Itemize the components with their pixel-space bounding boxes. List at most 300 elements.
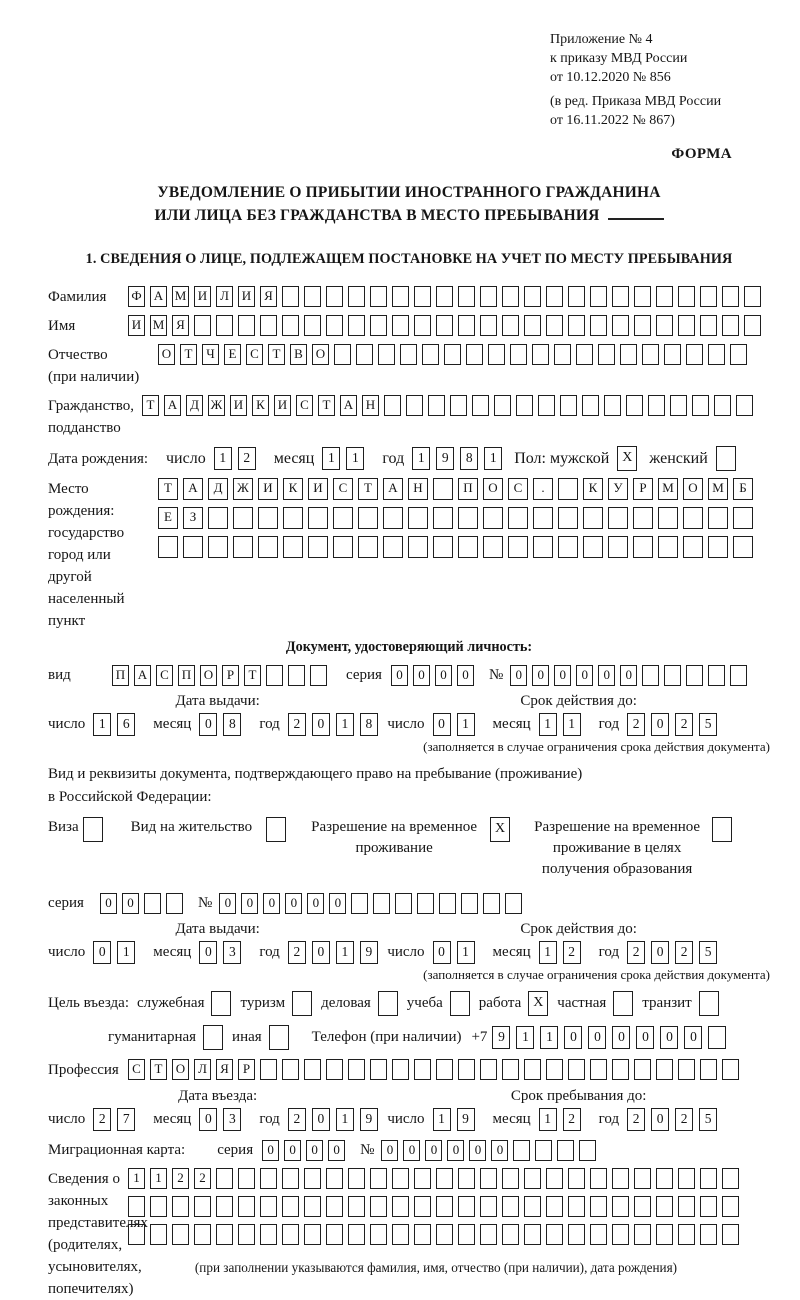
form-cell: И bbox=[308, 478, 328, 500]
form-cell: Н bbox=[362, 395, 379, 416]
form-cell: О bbox=[483, 478, 503, 500]
form-cell bbox=[266, 817, 286, 842]
form-cell bbox=[238, 1168, 255, 1189]
form-cell: 0 bbox=[199, 1108, 217, 1131]
form-cell: 0 bbox=[636, 1026, 654, 1049]
form-cell bbox=[378, 344, 395, 365]
form-cell bbox=[683, 536, 703, 558]
form-cell: 5 bbox=[699, 941, 717, 964]
form-cell bbox=[378, 991, 398, 1016]
name-row bbox=[48, 315, 770, 337]
form-cell bbox=[568, 315, 585, 336]
representatives-label-line: попечителях) bbox=[48, 1281, 134, 1297]
representatives-label-line: представителях bbox=[48, 1215, 148, 1231]
form-cell bbox=[730, 344, 747, 365]
form-cell bbox=[436, 1196, 453, 1217]
form-cell bbox=[554, 344, 571, 365]
birthplace-label-line: государство bbox=[48, 525, 125, 541]
form-cell: 0 bbox=[598, 665, 615, 686]
birth-day-cells bbox=[214, 447, 262, 470]
representatives-note: (при заполнении указываются фамилия, имя, отчество (при наличии), дата рождения) bbox=[194, 1260, 678, 1275]
stay-year-cells bbox=[627, 1108, 723, 1131]
form-cell bbox=[722, 1059, 739, 1080]
form-cell: И bbox=[230, 395, 247, 416]
form-cell bbox=[568, 1168, 585, 1189]
form-cell bbox=[708, 536, 728, 558]
form-cell: 1 bbox=[336, 941, 354, 964]
form-cell: 2 bbox=[675, 1108, 693, 1131]
form-cell: 0 bbox=[433, 941, 451, 964]
form-cell bbox=[546, 286, 563, 307]
form-cell bbox=[458, 1168, 475, 1189]
form-cell bbox=[483, 893, 500, 914]
form-cell: 0 bbox=[381, 1140, 398, 1161]
form-cell bbox=[480, 315, 497, 336]
form-cell bbox=[513, 1140, 530, 1161]
form-cell bbox=[172, 1224, 189, 1245]
purpose-option-checkbox bbox=[292, 991, 312, 1016]
form-cell bbox=[634, 1224, 651, 1245]
form-cell bbox=[656, 315, 673, 336]
form-cell: Т bbox=[268, 344, 285, 365]
month-label: месяц bbox=[153, 944, 192, 960]
form-cell bbox=[392, 1059, 409, 1080]
form-cell bbox=[583, 536, 603, 558]
form-cell bbox=[326, 286, 343, 307]
form-cell: X bbox=[490, 817, 510, 842]
residence-intro-1: Вид и реквизиты документа, подтверждающего право на пребывание (проживание) bbox=[48, 766, 583, 782]
form-cell bbox=[238, 1224, 255, 1245]
form-cell bbox=[283, 536, 303, 558]
validity-note: (заполняется в случае ограничения срока действия документа) bbox=[423, 967, 770, 982]
entry-year-cells bbox=[288, 1108, 384, 1131]
form-cell: Т bbox=[150, 1059, 167, 1080]
year-label: год bbox=[382, 449, 405, 467]
form-cell bbox=[502, 1059, 519, 1080]
form-cell bbox=[194, 1224, 211, 1245]
residence-issue-day-cells bbox=[93, 941, 141, 964]
purpose-option-humanitarian bbox=[108, 1025, 223, 1050]
form-cell bbox=[150, 1196, 167, 1217]
form-cell bbox=[444, 344, 461, 365]
form-cell: 1 bbox=[539, 713, 557, 736]
validity-note: (заполняется в случае ограничения срока действия документа) bbox=[423, 739, 770, 754]
sex-male-checkbox bbox=[617, 446, 637, 471]
form-cell: 1 bbox=[484, 447, 502, 470]
stay-month-cells bbox=[539, 1108, 587, 1131]
form-cell bbox=[458, 507, 478, 529]
number-label: № bbox=[360, 1142, 375, 1158]
title-line-1: УВЕДОМЛЕНИЕ О ПРИБЫТИИ ИНОСТРАННОГО ГРАЖДАНИНА bbox=[157, 184, 661, 201]
purpose-option-other bbox=[232, 1025, 289, 1050]
form-cell bbox=[282, 286, 299, 307]
form-cell bbox=[282, 1224, 299, 1245]
form-cell bbox=[612, 1059, 629, 1080]
form-cell bbox=[664, 665, 681, 686]
representatives-label-line: законных bbox=[48, 1193, 109, 1209]
form-cell: 0 bbox=[491, 1140, 508, 1161]
sex-female-checkbox bbox=[716, 446, 736, 471]
form-cell: Д bbox=[208, 478, 228, 500]
purpose-option-tourism bbox=[240, 991, 312, 1016]
form-cell bbox=[194, 1196, 211, 1217]
form-cell: И bbox=[274, 395, 291, 416]
sex-male-label: Пол: мужской bbox=[514, 449, 610, 467]
purpose-option-label: транзит bbox=[642, 995, 692, 1011]
birthdate-label: Дата рождения: bbox=[48, 450, 149, 467]
form-cell bbox=[733, 507, 753, 529]
form-cell bbox=[670, 395, 687, 416]
form-cell bbox=[414, 1196, 431, 1217]
form-cell: 1 bbox=[346, 447, 364, 470]
form-cell bbox=[546, 1196, 563, 1217]
form-cell: Н bbox=[408, 478, 428, 500]
form-cell bbox=[582, 395, 599, 416]
form-cell: С bbox=[508, 478, 528, 500]
form-cell bbox=[658, 536, 678, 558]
month-label: месяц bbox=[492, 716, 531, 732]
stay-until-line bbox=[387, 1108, 770, 1131]
form-cell bbox=[656, 1196, 673, 1217]
month-label: месяц bbox=[273, 449, 315, 467]
doc-series-cells bbox=[391, 665, 479, 686]
form-cell bbox=[700, 286, 717, 307]
section1-heading: 1. СВЕДЕНИЯ О ЛИЦЕ, ПОДЛЕЖАЩЕМ ПОСТАНОВКЕ НА УЧЕТ ПО МЕСТУ ПРЕБЫВАНИЯ bbox=[85, 251, 733, 267]
form-cell bbox=[590, 315, 607, 336]
form-cell bbox=[590, 1059, 607, 1080]
form-cell bbox=[546, 315, 563, 336]
form-cell bbox=[158, 536, 178, 558]
form-cell: 9 bbox=[492, 1026, 510, 1049]
form-cell: И bbox=[128, 315, 145, 336]
form-cell: 1 bbox=[539, 1108, 557, 1131]
form-cell bbox=[620, 344, 637, 365]
section1-fields bbox=[48, 286, 770, 1300]
patronymic-cells bbox=[158, 344, 752, 365]
form-cell: М bbox=[658, 478, 678, 500]
form-cell: Т bbox=[180, 344, 197, 365]
form-cell bbox=[358, 536, 378, 558]
migration-series-cells bbox=[262, 1140, 350, 1161]
representatives-row bbox=[48, 1168, 770, 1300]
form-cell: 0 bbox=[457, 665, 474, 686]
form-cell bbox=[436, 286, 453, 307]
form-cell bbox=[326, 1196, 343, 1217]
purpose-option-checkbox bbox=[450, 991, 470, 1016]
purpose-option-private bbox=[557, 991, 633, 1016]
form-cell bbox=[558, 478, 578, 500]
form-cell bbox=[733, 536, 753, 558]
form-cell bbox=[642, 665, 659, 686]
form-cell bbox=[678, 315, 695, 336]
annex-line: Приложение № 4 bbox=[550, 32, 653, 47]
purpose-option-study bbox=[407, 991, 470, 1016]
form-cell bbox=[258, 536, 278, 558]
form-cell: О bbox=[158, 344, 175, 365]
form-cell bbox=[613, 991, 633, 1016]
form-cell: Ж bbox=[233, 478, 253, 500]
annex-line: (в ред. Приказа МВД России bbox=[550, 94, 722, 109]
form-cell: 0 bbox=[620, 665, 637, 686]
form-cell bbox=[392, 315, 409, 336]
form-cell bbox=[392, 286, 409, 307]
form-cell: Т bbox=[244, 665, 261, 686]
form-cell bbox=[508, 507, 528, 529]
form-cell bbox=[348, 1196, 365, 1217]
form-cell bbox=[208, 507, 228, 529]
form-cell bbox=[656, 1059, 673, 1080]
form-cell bbox=[260, 1059, 277, 1080]
form-cell: 0 bbox=[312, 713, 330, 736]
form-cell bbox=[579, 1140, 596, 1161]
form-cell bbox=[483, 507, 503, 529]
form-cell: М bbox=[172, 286, 189, 307]
form-cell bbox=[436, 1059, 453, 1080]
form-cell bbox=[524, 286, 541, 307]
birthplace-cells-row2 bbox=[158, 507, 758, 529]
valid-until-line bbox=[387, 941, 770, 964]
education-residence-label: Разрешение на временное проживание в целях получения образования bbox=[534, 819, 701, 877]
form-cell bbox=[83, 817, 103, 842]
visa-option-label: Виза bbox=[48, 819, 79, 835]
form-cell bbox=[326, 1168, 343, 1189]
form-cell bbox=[348, 315, 365, 336]
form-cell: 5 bbox=[699, 713, 717, 736]
form-cell: 1 bbox=[336, 713, 354, 736]
form-cell bbox=[370, 1059, 387, 1080]
form-cell: Т bbox=[318, 395, 335, 416]
month-label: месяц bbox=[492, 1111, 531, 1127]
form-cell: 0 bbox=[469, 1140, 486, 1161]
form-cell: 3 bbox=[223, 1108, 241, 1131]
form-cell bbox=[233, 536, 253, 558]
name-cells bbox=[128, 315, 766, 336]
form-cell bbox=[436, 315, 453, 336]
form-cell bbox=[458, 1224, 475, 1245]
birth-year-cells bbox=[412, 447, 508, 470]
form-cell: 0 bbox=[284, 1140, 301, 1161]
form-cell: 0 bbox=[122, 893, 139, 914]
form-cell: 2 bbox=[675, 713, 693, 736]
form-cell: 0 bbox=[433, 713, 451, 736]
form-cell bbox=[502, 315, 519, 336]
form-cell bbox=[383, 536, 403, 558]
residence-doc-dates bbox=[48, 921, 770, 964]
form-cell: 2 bbox=[627, 1108, 645, 1131]
form-cell bbox=[310, 665, 327, 686]
valid-until-line bbox=[387, 713, 770, 736]
form-cell: Т bbox=[158, 478, 178, 500]
form-cell: И bbox=[238, 286, 255, 307]
form-cell: 0 bbox=[447, 1140, 464, 1161]
entry-day-cells bbox=[93, 1108, 141, 1131]
residence-number-cells bbox=[219, 893, 527, 914]
form-cell: Я bbox=[216, 1059, 233, 1080]
form-cell: С bbox=[156, 665, 173, 686]
purpose-option-transit bbox=[642, 991, 718, 1016]
form-cell bbox=[348, 1168, 365, 1189]
form-cell bbox=[333, 507, 353, 529]
form-cell bbox=[304, 1059, 321, 1080]
purpose-option-checkbox bbox=[613, 991, 633, 1016]
issue-date-line bbox=[48, 713, 387, 736]
purpose-row-2 bbox=[48, 1025, 770, 1050]
form-cell: 2 bbox=[627, 941, 645, 964]
form-cell: М bbox=[150, 315, 167, 336]
day-label: число bbox=[387, 1111, 425, 1127]
profession-cells bbox=[128, 1059, 744, 1080]
form-cell: 0 bbox=[199, 713, 217, 736]
form-cell: 0 bbox=[199, 941, 217, 964]
year-label: год bbox=[598, 944, 620, 960]
form-cell: А bbox=[383, 478, 403, 500]
form-cell bbox=[712, 817, 732, 842]
day-label: число bbox=[387, 716, 425, 732]
form-cell bbox=[326, 315, 343, 336]
form-cell bbox=[612, 315, 629, 336]
form-cell bbox=[208, 536, 228, 558]
form-cell: 2 bbox=[172, 1168, 189, 1189]
form-cell bbox=[326, 1224, 343, 1245]
number-label: № bbox=[198, 895, 213, 911]
form-cell bbox=[634, 315, 651, 336]
form-cell bbox=[535, 1140, 552, 1161]
form-cell: 1 bbox=[128, 1168, 145, 1189]
form-cell bbox=[304, 315, 321, 336]
form-cell: 2 bbox=[194, 1168, 211, 1189]
purpose-option-checkbox bbox=[699, 991, 719, 1016]
form-cell: 1 bbox=[322, 447, 340, 470]
form-cell: 0 bbox=[554, 665, 571, 686]
form-cell bbox=[333, 536, 353, 558]
form-cell: Е bbox=[158, 507, 178, 529]
form-cell bbox=[590, 1224, 607, 1245]
form-cell: 1 bbox=[457, 941, 475, 964]
form-cell: 1 bbox=[150, 1168, 167, 1189]
form-cell: Е bbox=[224, 344, 241, 365]
year-label: год bbox=[259, 716, 280, 732]
form-cell: П bbox=[178, 665, 195, 686]
form-cell bbox=[558, 536, 578, 558]
form-cell bbox=[433, 536, 453, 558]
form-cell: О bbox=[172, 1059, 189, 1080]
form-cell bbox=[458, 286, 475, 307]
residence-intro-2: в Российской Федерации: bbox=[48, 789, 212, 805]
form-cell bbox=[678, 1059, 695, 1080]
migration-number-cells bbox=[381, 1140, 601, 1161]
form-cell: 2 bbox=[627, 713, 645, 736]
form-cell bbox=[144, 893, 161, 914]
form-cell bbox=[736, 395, 753, 416]
month-label: месяц bbox=[153, 1111, 192, 1127]
document-title bbox=[48, 181, 770, 227]
form-cell bbox=[494, 395, 511, 416]
temporary-residence-option bbox=[308, 817, 510, 859]
form-cell bbox=[216, 315, 233, 336]
form-cell: И bbox=[194, 286, 211, 307]
form-cell bbox=[326, 1059, 343, 1080]
form-cell bbox=[282, 315, 299, 336]
purpose-option-checkbox bbox=[203, 1025, 223, 1050]
form-cell: 0 bbox=[435, 665, 452, 686]
form-cell bbox=[260, 1196, 277, 1217]
form-cell bbox=[708, 507, 728, 529]
residence-permit-checkbox bbox=[266, 817, 286, 842]
form-cell: 2 bbox=[288, 1108, 306, 1131]
form-cell: У bbox=[608, 478, 628, 500]
form-cell bbox=[699, 991, 719, 1016]
form-cell bbox=[304, 1224, 321, 1245]
form-cell: 0 bbox=[660, 1026, 678, 1049]
form-cell: 0 bbox=[263, 893, 280, 914]
entry-stay-dates bbox=[48, 1088, 770, 1131]
form-cell bbox=[612, 1196, 629, 1217]
residence-valid-day-cells bbox=[433, 941, 481, 964]
form-cell bbox=[351, 893, 368, 914]
patronymic-label-line: Отчество bbox=[48, 347, 108, 363]
form-cell: 0 bbox=[285, 893, 302, 914]
form-cell bbox=[700, 1059, 717, 1080]
form-cell bbox=[664, 344, 681, 365]
purpose-option-label: служебная bbox=[136, 995, 205, 1011]
form-cell bbox=[508, 536, 528, 558]
form-cell bbox=[358, 507, 378, 529]
form-cell bbox=[558, 507, 578, 529]
form-cell bbox=[480, 1196, 497, 1217]
representatives-label-line: усыновителях, bbox=[48, 1259, 142, 1275]
form-cell bbox=[634, 286, 651, 307]
form-cell: 1 bbox=[214, 447, 232, 470]
issue-date-line bbox=[48, 941, 387, 964]
form-cell bbox=[439, 893, 456, 914]
annex-line: от 16.11.2022 № 867) bbox=[550, 113, 675, 128]
form-cell bbox=[308, 507, 328, 529]
form-cell bbox=[576, 344, 593, 365]
form-cell bbox=[546, 1059, 563, 1080]
form-cell bbox=[524, 1168, 541, 1189]
purpose-option-work bbox=[479, 991, 549, 1016]
education-residence-option bbox=[526, 817, 732, 880]
form-cell bbox=[722, 286, 739, 307]
form-cell: 0 bbox=[651, 713, 669, 736]
form-cell bbox=[395, 893, 412, 914]
form-cell bbox=[458, 1196, 475, 1217]
annex-reference bbox=[550, 30, 770, 130]
form-cell bbox=[502, 286, 519, 307]
form-cell: И bbox=[258, 478, 278, 500]
form-cell bbox=[260, 315, 277, 336]
form-cell: З bbox=[183, 507, 203, 529]
form-cell bbox=[700, 1168, 717, 1189]
temporary-residence-checkbox bbox=[490, 817, 510, 842]
representatives-cells-row3 bbox=[128, 1224, 744, 1245]
birthplace-label-line: населенный пункт bbox=[48, 591, 125, 629]
form-cell: . bbox=[533, 478, 553, 500]
birthplace-label bbox=[48, 478, 158, 632]
form-cell: 0 bbox=[219, 893, 236, 914]
issue-month-cells bbox=[199, 713, 247, 736]
name-label: Имя bbox=[48, 318, 76, 334]
form-cell bbox=[538, 395, 555, 416]
form-cell bbox=[194, 315, 211, 336]
form-cell: 9 bbox=[457, 1108, 475, 1131]
form-cell bbox=[258, 507, 278, 529]
form-cell: 0 bbox=[651, 941, 669, 964]
form-cell bbox=[283, 507, 303, 529]
month-label: месяц bbox=[492, 944, 531, 960]
form-cell: Я bbox=[172, 315, 189, 336]
form-cell bbox=[524, 315, 541, 336]
